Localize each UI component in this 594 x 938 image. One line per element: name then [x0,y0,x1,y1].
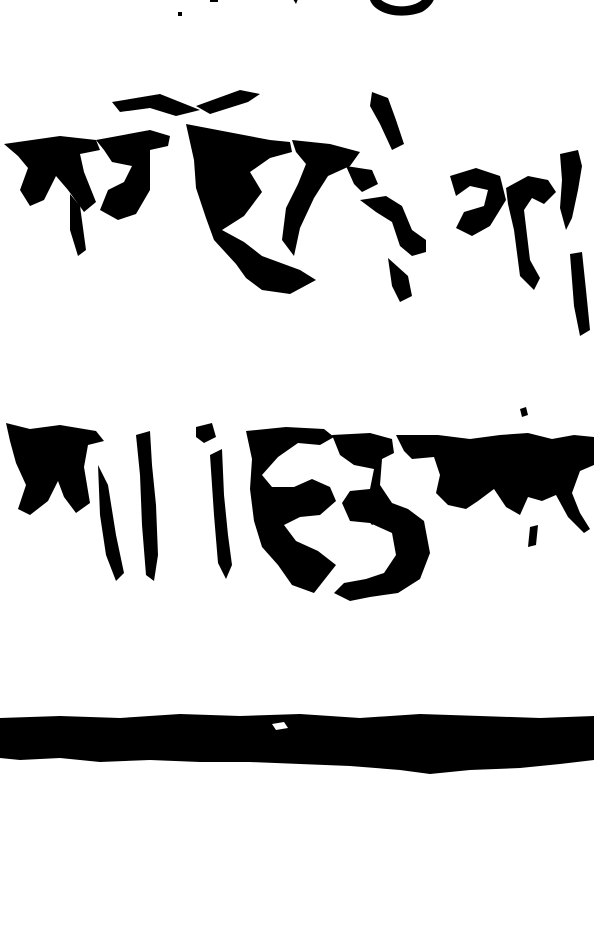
tibetan-script-line-1 [0,80,594,340]
horizontal-ink-rule-icon [0,712,594,776]
previous-line-fragment-icon [170,0,470,34]
tibetan-script-line-2 [0,405,594,665]
